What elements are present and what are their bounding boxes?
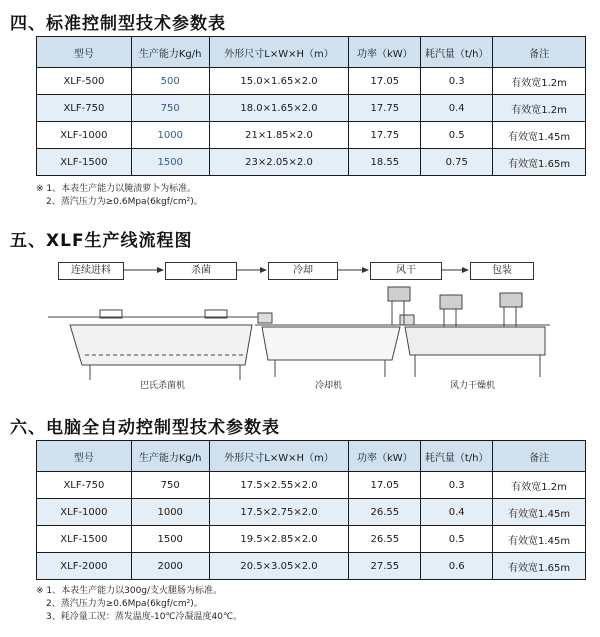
cell-remark: 有效宽1.65m xyxy=(493,149,586,176)
header-dimensions: 外形尺寸L×W×H（m） xyxy=(209,441,349,472)
header-power: 功率（kW） xyxy=(349,37,421,68)
cell-capacity: 1000 xyxy=(131,499,209,526)
cell-capacity: 500 xyxy=(131,68,209,95)
cell-power: 26.55 xyxy=(349,499,421,526)
header-dimensions: 外形尺寸L×W×H（m） xyxy=(209,37,349,68)
cell-steam: 0.4 xyxy=(421,499,493,526)
flow-step-pack: 包装 xyxy=(470,262,534,280)
cell-remark: 有效宽1.45m xyxy=(493,122,586,149)
cell-capacity: 2000 xyxy=(131,553,209,580)
cell-remark: 有效宽1.65m xyxy=(493,553,586,580)
table-row xyxy=(37,499,586,526)
cell-steam: 0.5 xyxy=(421,526,493,553)
cell-model: XLF-1000 xyxy=(37,499,132,526)
cell-steam: 0.3 xyxy=(421,68,493,95)
cell-model: XLF-500 xyxy=(37,68,132,95)
cell-remark: 有效宽1.2m xyxy=(493,68,586,95)
cell-remark: 有效宽1.45m xyxy=(493,526,586,553)
cell-power: 17.75 xyxy=(349,122,421,149)
cell-remark: 有效宽1.2m xyxy=(493,95,586,122)
header-power: 功率（kW） xyxy=(349,441,421,472)
cell-capacity: 1500 xyxy=(131,149,209,176)
cell-capacity: 1000 xyxy=(131,122,209,149)
table-row xyxy=(37,68,586,95)
cell-dimensions: 23×2.05×2.0 xyxy=(209,149,349,176)
flow-step-cool: 冷却 xyxy=(268,262,338,280)
flow-step-dry: 风干 xyxy=(370,262,442,280)
cell-dimensions: 19.5×2.85×2.0 xyxy=(209,526,349,553)
header-model: 型号 xyxy=(37,37,132,68)
cell-remark: 有效宽1.2m xyxy=(493,472,586,499)
cell-capacity: 750 xyxy=(131,472,209,499)
cell-steam: 0.3 xyxy=(421,472,493,499)
note-line: 2、蒸汽压力为≥0.6Mpa(6kgf/cm²)。 xyxy=(46,599,203,609)
header-steam: 耗汽量（t/h） xyxy=(421,441,493,472)
cell-power: 27.55 xyxy=(349,553,421,580)
note-line: 3、耗冷量工况：蒸发温度-10℃冷凝温度40℃。 xyxy=(46,612,243,622)
header-capacity: 生产能力Kg/h xyxy=(131,37,209,68)
cell-steam: 0.4 xyxy=(421,95,493,122)
production-line-diagram xyxy=(0,255,600,390)
air-dryer-machine xyxy=(388,287,550,377)
cell-dimensions: 18.0×1.65×2.0 xyxy=(209,95,349,122)
section6-title: 六、电脑全自动控制型技术参数表 xyxy=(10,418,280,438)
note-line: 2、蒸汽压力为≥0.6Mpa(6kgf/cm²)。 xyxy=(46,197,203,207)
cell-power: 17.05 xyxy=(349,68,421,95)
cell-model: XLF-750 xyxy=(37,472,132,499)
cell-steam: 0.6 xyxy=(421,553,493,580)
label-pasteurizer: 巴氏杀菌机 xyxy=(140,381,186,391)
cooler-machine xyxy=(255,315,420,377)
cell-steam: 0.75 xyxy=(421,149,493,176)
cell-model: XLF-1500 xyxy=(37,149,132,176)
header-model: 型号 xyxy=(37,441,132,472)
table-header-row xyxy=(37,37,586,68)
cell-model: XLF-750 xyxy=(37,95,132,122)
cell-model: XLF-1500 xyxy=(37,526,132,553)
table-row xyxy=(37,472,586,499)
cell-dimensions: 20.5×3.05×2.0 xyxy=(209,553,349,580)
table-row xyxy=(37,526,586,553)
note-line: ※ 1、本表生产能力以腌渍萝卜为标准。 xyxy=(36,184,197,194)
standard-spec-table xyxy=(36,36,586,176)
header-remark: 备注 xyxy=(493,37,586,68)
header-steam: 耗汽量（t/h） xyxy=(421,37,493,68)
label-air-dryer: 风力干燥机 xyxy=(450,381,496,391)
flow-step-feed: 连续进料 xyxy=(58,262,124,280)
cell-dimensions: 15.0×1.65×2.0 xyxy=(209,68,349,95)
pasteurizer-machine xyxy=(48,310,272,380)
cell-model: XLF-1000 xyxy=(37,122,132,149)
label-cooler: 冷却机 xyxy=(315,381,343,391)
section6-notes xyxy=(36,585,242,624)
cell-power: 18.55 xyxy=(349,149,421,176)
cell-model: XLF-2000 xyxy=(37,553,132,580)
auto-spec-table xyxy=(36,440,586,580)
cell-power: 26.55 xyxy=(349,526,421,553)
cell-power: 17.05 xyxy=(349,472,421,499)
cell-remark: 有效宽1.45m xyxy=(493,499,586,526)
section5-title: 五、XLF生产线流程图 xyxy=(10,231,193,251)
table-row xyxy=(37,95,586,122)
cell-capacity: 750 xyxy=(131,95,209,122)
table-row xyxy=(37,122,586,149)
flow-step-sterilize: 杀菌 xyxy=(165,262,237,280)
cell-steam: 0.5 xyxy=(421,122,493,149)
table-header-row xyxy=(37,441,586,472)
cell-dimensions: 17.5×2.75×2.0 xyxy=(209,499,349,526)
cell-capacity: 1500 xyxy=(131,526,209,553)
table-row xyxy=(37,553,586,580)
header-remark: 备注 xyxy=(493,441,586,472)
cell-power: 17.75 xyxy=(349,95,421,122)
cell-dimensions: 17.5×2.55×2.0 xyxy=(209,472,349,499)
section4-title: 四、标准控制型技术参数表 xyxy=(10,14,226,34)
note-line: ※ 1、本表生产能力以300g/支火腿肠为标准。 xyxy=(36,586,223,596)
header-capacity: 生产能力Kg/h xyxy=(131,441,209,472)
cell-dimensions: 21×1.85×2.0 xyxy=(209,122,349,149)
table-row xyxy=(37,149,586,176)
section4-notes xyxy=(36,183,203,209)
